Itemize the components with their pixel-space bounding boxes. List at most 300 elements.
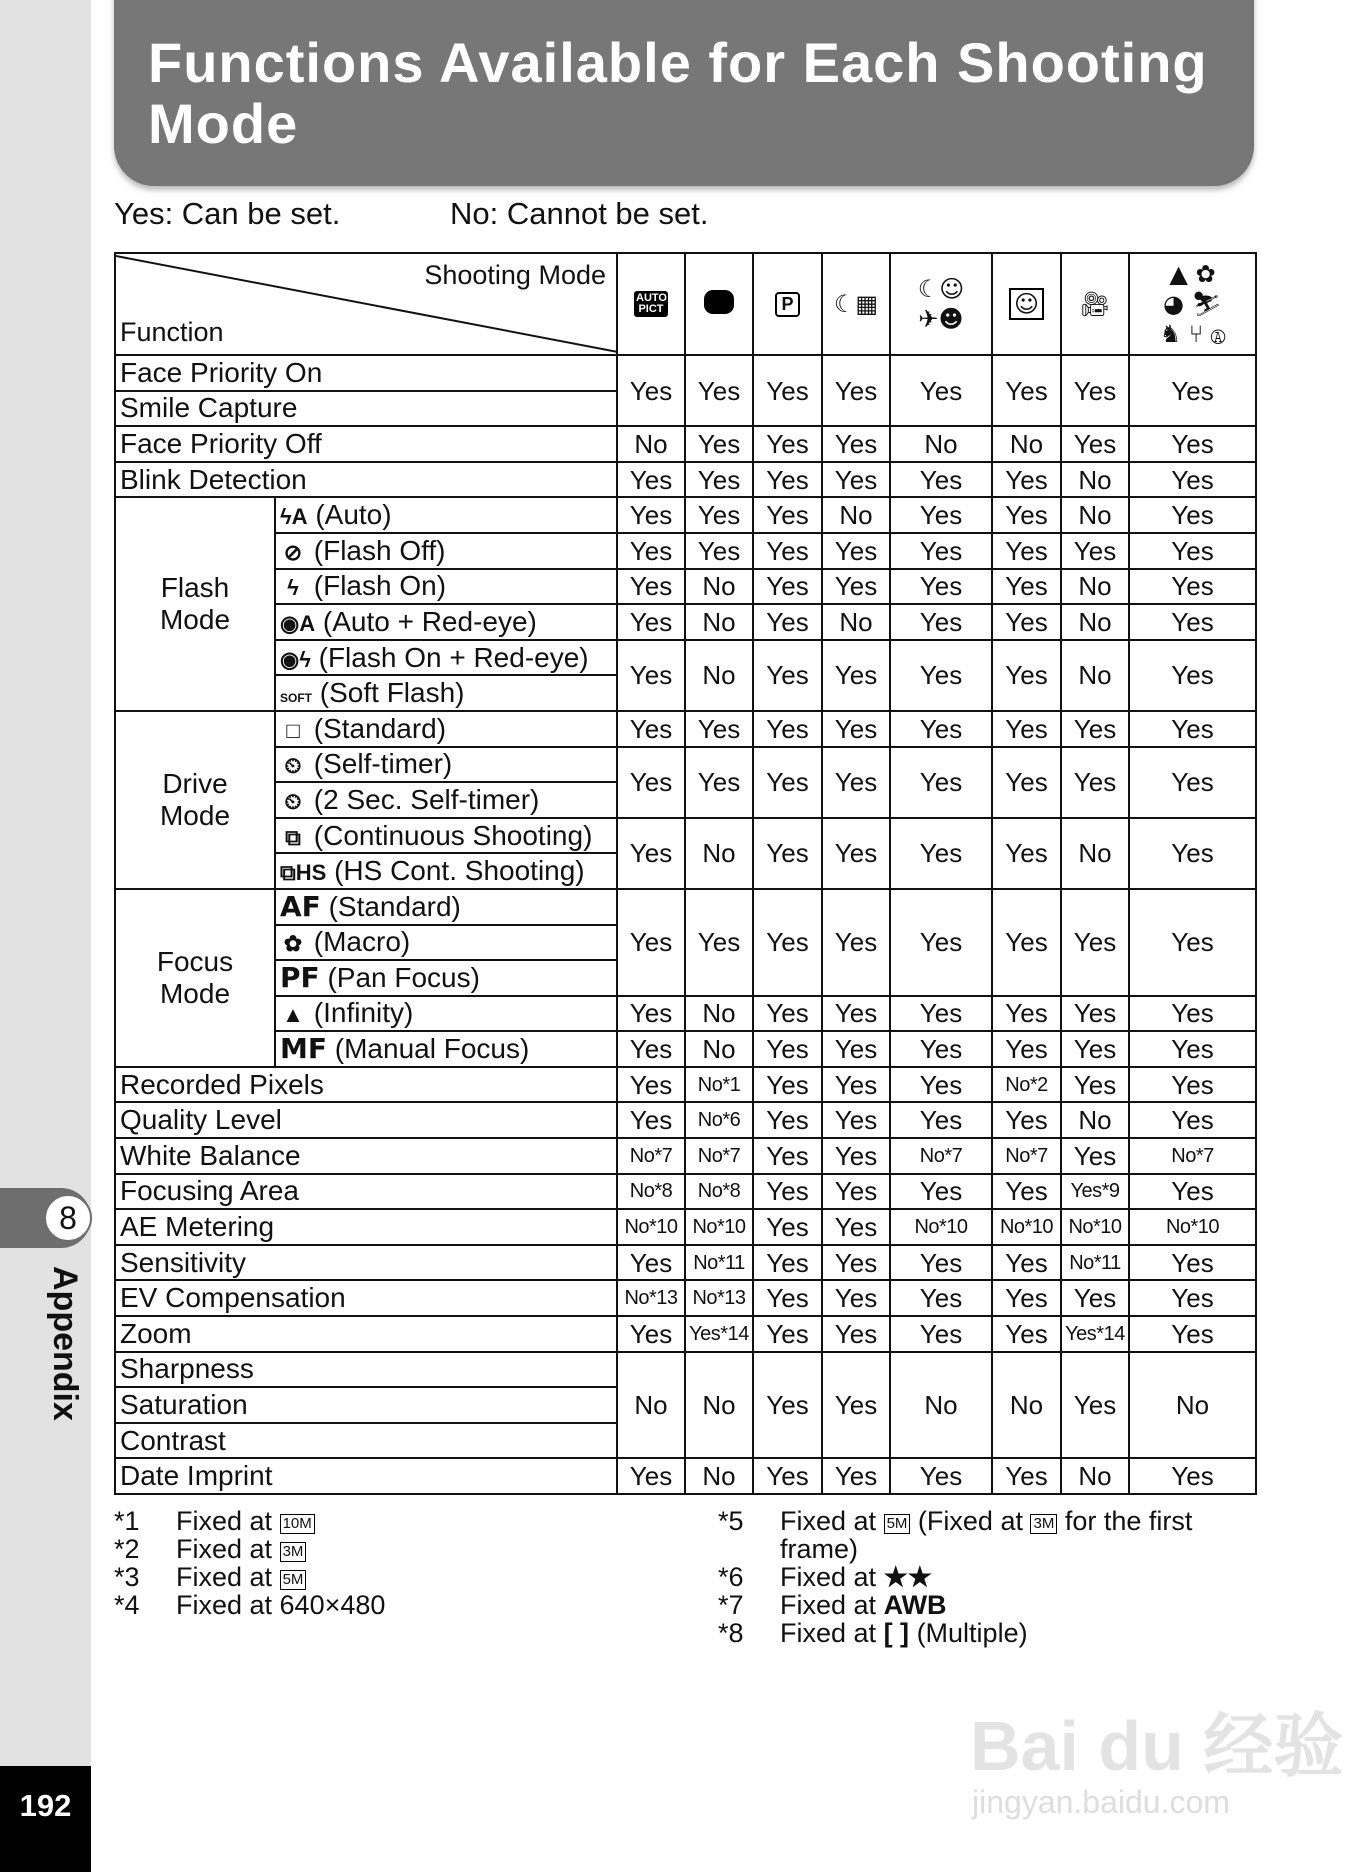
- resolution-badge: 3M: [280, 1542, 307, 1562]
- value-cell: Yes: [1129, 711, 1256, 747]
- value-cell: Yes: [992, 604, 1061, 640]
- function-cell: [115, 1174, 617, 1210]
- value-cell: Yes: [685, 497, 753, 533]
- footnote-text: Fixed at: [176, 1534, 273, 1564]
- value-cell: No: [1061, 569, 1129, 605]
- value-cell: No: [822, 604, 890, 640]
- table-row: [115, 1031, 1256, 1067]
- value-cell: No*10: [1061, 1209, 1129, 1245]
- value-cell: Yes: [1061, 1031, 1129, 1067]
- value-cell: No: [822, 497, 890, 533]
- function-cell: [275, 604, 617, 640]
- value-cell: Yes: [1129, 1174, 1256, 1210]
- function-cell: [115, 462, 617, 498]
- value-cell: No*7: [1129, 1138, 1256, 1174]
- value-cell: Yes: [890, 818, 992, 889]
- value-cell: No: [1061, 1102, 1129, 1138]
- table-row: [115, 1209, 1256, 1245]
- value-cell: Yes: [890, 1280, 992, 1316]
- function-label: (Standard): [328, 890, 461, 922]
- footnote: [718, 1507, 1192, 1535]
- value-cell: Yes: [753, 1174, 822, 1210]
- footnote-symbol: ★★: [883, 1562, 932, 1592]
- value-cell: Yes: [617, 818, 685, 889]
- function-cell: [115, 1423, 617, 1459]
- table-row: [115, 462, 1256, 498]
- function-cell: [115, 426, 617, 462]
- footnote-number: *3: [114, 1562, 140, 1592]
- function-label: Function: [120, 317, 224, 347]
- footnote-number: *4: [114, 1590, 140, 1620]
- value-cell: Yes: [1129, 1067, 1256, 1103]
- function-cell: [275, 675, 617, 711]
- value-cell: No: [685, 818, 753, 889]
- value-cell: No*7: [617, 1138, 685, 1174]
- value-cell: No*8: [685, 1174, 753, 1210]
- value-cell: Yes: [822, 1316, 890, 1352]
- value-cell: Yes: [890, 889, 992, 996]
- value-cell: Yes: [617, 497, 685, 533]
- value-cell: Yes: [753, 1280, 822, 1316]
- function-label: (Continuous Shooting): [313, 819, 593, 851]
- function-cell: [115, 1138, 617, 1174]
- program-icon: P: [775, 292, 799, 317]
- function-cell: [275, 1031, 617, 1067]
- value-cell: Yes: [1129, 1280, 1256, 1316]
- table-row: [115, 1316, 1256, 1352]
- function-label: Zoom: [120, 1317, 192, 1349]
- value-cell: Yes: [992, 355, 1061, 426]
- resolution-badge: 5M: [280, 1570, 307, 1590]
- value-cell: Yes: [1129, 1031, 1256, 1067]
- row-group-label: [115, 497, 275, 711]
- shooting-mode-label: Shooting Mode: [424, 260, 606, 290]
- footnote: [114, 1563, 385, 1591]
- value-cell: Yes: [992, 462, 1061, 498]
- group-label-text: Focus Mode: [156, 945, 234, 1009]
- value-cell: Yes: [617, 889, 685, 996]
- value-cell: Yes: [822, 1067, 890, 1103]
- function-label: Contrast: [120, 1424, 226, 1456]
- value-cell: Yes: [685, 355, 753, 426]
- function-label: (Macro): [313, 926, 411, 958]
- value-cell: No: [617, 1352, 685, 1459]
- header-corner: [115, 253, 617, 355]
- value-cell: Yes: [1061, 747, 1129, 818]
- value-cell: Yes: [822, 1458, 890, 1494]
- value-cell: No: [1061, 497, 1129, 533]
- function-label: Face Priority Off: [120, 427, 322, 459]
- chapter-label: Appendix: [46, 1266, 84, 1421]
- value-cell: Yes: [822, 1174, 890, 1210]
- value-cell: Yes: [822, 569, 890, 605]
- function-cell: [275, 533, 617, 569]
- value-cell: Yes: [753, 640, 822, 711]
- value-cell: Yes: [1061, 355, 1129, 426]
- value-cell: Yes: [617, 569, 685, 605]
- chapter-number: 8: [44, 1194, 92, 1242]
- function-cell: [275, 782, 617, 818]
- table-row: [115, 426, 1256, 462]
- table-row: [115, 1280, 1256, 1316]
- function-cell: [115, 1067, 617, 1103]
- group-label-text: Drive Mode: [159, 767, 231, 831]
- flash-off-icon: ⊘: [283, 539, 303, 565]
- function-label: Quality Level: [120, 1104, 282, 1136]
- function-label: (Soft Flash): [319, 677, 465, 709]
- footnote-text: frame): [780, 1534, 859, 1564]
- value-cell: Yes: [992, 747, 1061, 818]
- value-cell: Yes: [617, 711, 685, 747]
- table-row: [115, 818, 1256, 854]
- value-cell: Yes: [822, 1209, 890, 1245]
- mode-green: [685, 253, 753, 355]
- footnote-number: *2: [114, 1534, 140, 1564]
- infinity-icon: ▲: [282, 1002, 304, 1028]
- table-row: [115, 1352, 1256, 1388]
- value-cell: No*13: [685, 1280, 753, 1316]
- flash-on-red-eye-icon: ◉ϟ: [280, 646, 311, 672]
- value-cell: Yes: [1129, 533, 1256, 569]
- table-row: [115, 604, 1256, 640]
- value-cell: Yes: [753, 1316, 822, 1352]
- function-label: (Auto + Red-eye): [322, 605, 537, 637]
- table-row: [115, 640, 1256, 676]
- footnote: [114, 1507, 385, 1535]
- value-cell: No: [617, 426, 685, 462]
- function-cell: [275, 497, 617, 533]
- mode-program: [753, 253, 822, 355]
- value-cell: Yes: [1061, 889, 1129, 996]
- value-cell: Yes: [685, 533, 753, 569]
- value-cell: Yes: [890, 1316, 992, 1352]
- value-cell: Yes: [992, 1458, 1061, 1494]
- function-cell: [115, 1245, 617, 1281]
- value-cell: Yes: [890, 747, 992, 818]
- soft-flash-icon: SOFT: [280, 691, 312, 706]
- value-cell: Yes*14: [1061, 1316, 1129, 1352]
- value-cell: Yes: [1129, 1316, 1256, 1352]
- footnotes-right: [718, 1507, 1192, 1647]
- table-row: [115, 889, 1256, 925]
- value-cell: Yes: [617, 747, 685, 818]
- page-number: 192: [0, 1766, 91, 1872]
- value-cell: Yes: [890, 533, 992, 569]
- value-cell: No: [1061, 818, 1129, 889]
- value-cell: Yes: [753, 497, 822, 533]
- footnote-symbol: AWB: [883, 1590, 947, 1620]
- value-cell: Yes: [890, 1245, 992, 1281]
- page-title: Functions Available for Each Shooting Mode: [148, 31, 1208, 155]
- value-cell: Yes: [753, 1138, 822, 1174]
- value-cell: Yes: [822, 1245, 890, 1281]
- pf-icon: PF: [280, 960, 320, 994]
- function-label: (Flash On): [313, 570, 447, 602]
- function-cell: [275, 853, 617, 889]
- value-cell: Yes: [890, 604, 992, 640]
- function-label: Focusing Area: [120, 1175, 299, 1207]
- legend-yes: Yes: Can be set.: [114, 196, 341, 231]
- value-cell: Yes: [890, 1102, 992, 1138]
- value-cell: Yes: [753, 462, 822, 498]
- footnote-number: *7: [718, 1590, 744, 1620]
- value-cell: No*7: [992, 1138, 1061, 1174]
- mode-night-scene: [822, 253, 890, 355]
- value-cell: Yes: [617, 533, 685, 569]
- self-timer-2s-icon: ⏲: [284, 788, 302, 814]
- function-cell: [115, 1209, 617, 1245]
- value-cell: Yes: [685, 747, 753, 818]
- value-cell: Yes: [753, 711, 822, 747]
- function-label: AE Metering: [120, 1211, 275, 1243]
- footnote-text: Fixed at: [176, 1506, 273, 1536]
- hs-continuous-icon: ⧉HS: [280, 860, 327, 886]
- function-label: Sensitivity: [120, 1246, 247, 1278]
- value-cell: Yes: [1061, 426, 1129, 462]
- value-cell: Yes: [822, 533, 890, 569]
- legend-no: No: Cannot be set.: [450, 196, 709, 231]
- value-cell: No: [890, 1352, 992, 1459]
- value-cell: Yes: [685, 889, 753, 996]
- value-cell: Yes: [1061, 533, 1129, 569]
- value-cell: No*10: [685, 1209, 753, 1245]
- value-cell: Yes: [992, 569, 1061, 605]
- function-label: Face Priority On: [120, 356, 323, 388]
- value-cell: Yes: [992, 711, 1061, 747]
- value-cell: Yes: [1061, 1067, 1129, 1103]
- value-cell: Yes: [1129, 747, 1256, 818]
- mode-auto-picture: [617, 253, 685, 355]
- mode-movie: [1061, 253, 1129, 355]
- value-cell: No*8: [617, 1174, 685, 1210]
- watermark-logo: Bai du 经验: [970, 1707, 1344, 1785]
- value-cell: Yes: [822, 996, 890, 1032]
- value-cell: Yes: [753, 1352, 822, 1459]
- value-cell: Yes: [685, 426, 753, 462]
- function-label: (Self-timer): [313, 748, 453, 780]
- value-cell: Yes: [1129, 462, 1256, 498]
- function-cell: [115, 355, 617, 391]
- value-cell: Yes: [1061, 1280, 1129, 1316]
- function-label: (Flash Off): [313, 534, 446, 566]
- table-row: [115, 533, 1256, 569]
- value-cell: Yes: [753, 818, 822, 889]
- footnote-text: Fixed at: [176, 1562, 273, 1592]
- value-cell: No*10: [992, 1209, 1061, 1245]
- value-cell: No: [685, 996, 753, 1032]
- value-cell: No*10: [1129, 1209, 1256, 1245]
- function-label: (HS Cont. Shooting): [334, 855, 585, 887]
- footnote-text-after: for the first: [1064, 1506, 1193, 1536]
- footnote-text-after: (Fixed at: [917, 1506, 1023, 1536]
- table-row: [115, 1067, 1256, 1103]
- watermark-url: jingyan.baidu.com: [972, 1784, 1230, 1820]
- function-cell: [115, 1280, 617, 1316]
- value-cell: Yes: [753, 1209, 822, 1245]
- value-cell: Yes: [992, 1280, 1061, 1316]
- table-row: [115, 1102, 1256, 1138]
- continuous-icon: ⧉: [285, 824, 301, 850]
- footnote: [114, 1535, 385, 1563]
- value-cell: Yes: [890, 1067, 992, 1103]
- function-cell: [275, 818, 617, 854]
- function-cell: [115, 391, 617, 427]
- table-row: [115, 1174, 1256, 1210]
- row-group-label: [115, 711, 275, 889]
- function-label: Recorded Pixels: [120, 1068, 324, 1100]
- function-cell: [275, 711, 617, 747]
- value-cell: Yes: [753, 1031, 822, 1067]
- value-cell: Yes: [1129, 604, 1256, 640]
- value-cell: Yes: [992, 1245, 1061, 1281]
- mf-icon: MF: [280, 1032, 327, 1066]
- value-cell: No*2: [992, 1067, 1061, 1103]
- value-cell: No: [685, 640, 753, 711]
- value-cell: No: [685, 1352, 753, 1459]
- af-icon: AF: [280, 889, 321, 923]
- table-row: [115, 497, 1256, 533]
- function-label: Sharpness: [120, 1353, 254, 1385]
- value-cell: Yes: [753, 889, 822, 996]
- value-cell: No*7: [890, 1138, 992, 1174]
- value-cell: Yes: [1061, 711, 1129, 747]
- value-cell: Yes: [890, 497, 992, 533]
- self-portrait-icon: ☺: [1009, 288, 1044, 320]
- value-cell: Yes: [992, 996, 1061, 1032]
- value-cell: No*7: [685, 1138, 753, 1174]
- value-cell: Yes: [1129, 1458, 1256, 1494]
- footnote-text: Fixed at: [780, 1562, 877, 1592]
- value-cell: Yes: [992, 1031, 1061, 1067]
- value-cell: Yes: [992, 1102, 1061, 1138]
- value-cell: Yes: [685, 462, 753, 498]
- value-cell: Yes: [890, 1174, 992, 1210]
- value-cell: Yes: [617, 355, 685, 426]
- value-cell: Yes: [1129, 497, 1256, 533]
- value-cell: Yes: [1129, 426, 1256, 462]
- value-cell: No: [992, 1352, 1061, 1459]
- night-scene-icon: ☾▦: [833, 290, 879, 318]
- functions-table: [114, 252, 1257, 1495]
- auto-red-eye-icon: ◉A: [280, 610, 316, 636]
- value-cell: No*10: [890, 1209, 992, 1245]
- value-cell: Yes: [890, 1458, 992, 1494]
- function-cell: [275, 996, 617, 1032]
- value-cell: Yes: [617, 462, 685, 498]
- table-row: [115, 711, 1256, 747]
- value-cell: No*13: [617, 1280, 685, 1316]
- function-label: (Standard): [313, 712, 447, 744]
- value-cell: No*10: [617, 1209, 685, 1245]
- value-cell: No: [992, 426, 1061, 462]
- function-cell: [275, 960, 617, 996]
- footnote: [114, 1591, 385, 1619]
- function-label: Blink Detection: [120, 463, 307, 495]
- value-cell: Yes: [617, 996, 685, 1032]
- function-cell: [275, 925, 617, 961]
- value-cell: No: [1061, 640, 1129, 711]
- function-cell: [115, 1316, 617, 1352]
- function-label: (Flash On + Red-eye): [318, 641, 589, 673]
- value-cell: Yes*14: [685, 1316, 753, 1352]
- value-cell: Yes: [992, 1174, 1061, 1210]
- value-cell: Yes: [822, 889, 890, 996]
- function-cell: [275, 640, 617, 676]
- value-cell: Yes: [992, 889, 1061, 996]
- value-cell: Yes: [1129, 1102, 1256, 1138]
- value-cell: No*6: [685, 1102, 753, 1138]
- value-cell: No: [685, 1031, 753, 1067]
- function-label: Date Imprint: [120, 1460, 273, 1492]
- function-cell: [275, 889, 617, 925]
- value-cell: Yes: [1129, 818, 1256, 889]
- value-cell: Yes: [1061, 996, 1129, 1032]
- mode-scene-group: [1129, 253, 1256, 355]
- value-cell: Yes: [617, 1102, 685, 1138]
- value-cell: No: [1061, 1458, 1129, 1494]
- value-cell: Yes: [1129, 355, 1256, 426]
- footnote-number: *5: [718, 1506, 744, 1536]
- value-cell: Yes: [1061, 1352, 1129, 1459]
- footnote: [718, 1619, 1192, 1647]
- value-cell: Yes*9: [1061, 1174, 1129, 1210]
- value-cell: Yes: [822, 640, 890, 711]
- value-cell: Yes: [1129, 569, 1256, 605]
- value-cell: Yes: [753, 1245, 822, 1281]
- value-cell: No*11: [685, 1245, 753, 1281]
- value-cell: Yes: [753, 569, 822, 605]
- function-label: White Balance: [120, 1139, 301, 1171]
- value-cell: Yes: [617, 1031, 685, 1067]
- mode-self-portrait: [992, 253, 1061, 355]
- footnote-text: Fixed at 640×480: [176, 1590, 386, 1620]
- value-cell: Yes: [753, 604, 822, 640]
- footnotes-left: [114, 1507, 385, 1619]
- mode-portrait-group: [890, 253, 992, 355]
- value-cell: Yes: [992, 640, 1061, 711]
- value-cell: Yes: [753, 996, 822, 1032]
- footnote-text: Fixed at: [780, 1506, 877, 1536]
- value-cell: Yes: [890, 462, 992, 498]
- value-cell: Yes: [890, 996, 992, 1032]
- footnote-number: *8: [718, 1618, 744, 1648]
- landscape-flower-food-sport-pet-text-icons: ▲ ✿ ◕ ⛷ ♞ ⑂ Ⓐ: [1159, 260, 1226, 348]
- value-cell: Yes: [822, 818, 890, 889]
- resolution-badge: 5M: [884, 1514, 911, 1534]
- value-cell: Yes: [617, 1245, 685, 1281]
- footnote-text: Fixed at: [780, 1618, 877, 1648]
- function-cell: [115, 1102, 617, 1138]
- value-cell: No: [685, 604, 753, 640]
- value-cell: No*1: [685, 1067, 753, 1103]
- footnote: [718, 1535, 1192, 1563]
- function-cell: [115, 1458, 617, 1494]
- group-label-text: Flash Mode: [159, 572, 231, 636]
- value-cell: Yes: [822, 711, 890, 747]
- value-cell: Yes: [1129, 1245, 1256, 1281]
- function-cell: [275, 747, 617, 783]
- auto-picture-icon: AUTO PICT: [636, 292, 671, 315]
- footnote-text-after: (Multiple): [916, 1618, 1028, 1648]
- value-cell: Yes: [890, 355, 992, 426]
- function-label: (Auto): [315, 499, 392, 531]
- flash-on-icon: ϟ: [287, 575, 299, 601]
- value-cell: No: [890, 426, 992, 462]
- standard-icon: □: [286, 717, 300, 743]
- value-cell: Yes: [822, 426, 890, 462]
- function-label: (Infinity): [313, 997, 414, 1029]
- function-cell: [115, 1387, 617, 1423]
